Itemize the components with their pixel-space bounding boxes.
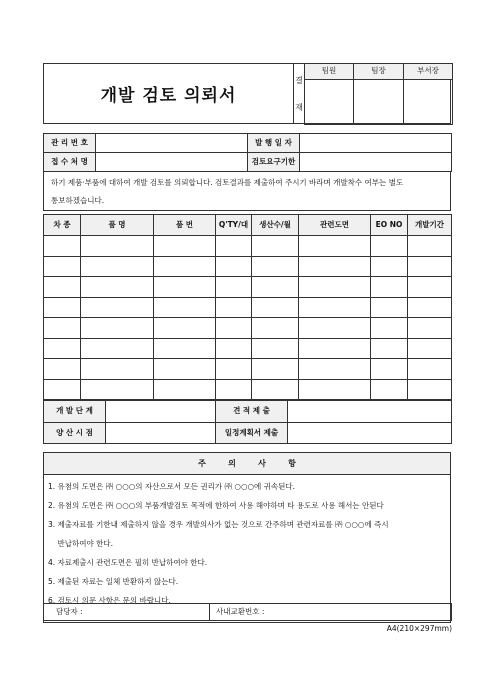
table-cell[interactable]	[299, 359, 371, 380]
table-cell[interactable]	[299, 379, 371, 400]
approval-grid	[304, 63, 453, 125]
table-cell[interactable]	[371, 359, 408, 380]
table-cell[interactable]	[81, 277, 154, 298]
table-cell[interactable]	[44, 318, 81, 339]
notes-title: 주 의 사 항	[44, 453, 450, 475]
extension-field[interactable]	[210, 604, 452, 621]
col-header-part-number: 품 번	[154, 215, 216, 236]
schedule-plan-label: 일정계획서 제출	[216, 423, 288, 444]
table-cell[interactable]	[44, 277, 81, 298]
signature-cell-leader[interactable]	[354, 80, 404, 125]
table-row	[44, 359, 452, 380]
table-cell[interactable]	[216, 256, 252, 277]
col-header-part-name: 품 명	[81, 215, 154, 236]
table-cell[interactable]	[252, 277, 299, 298]
table-cell[interactable]	[252, 236, 299, 257]
page-title: 개발 검토 의뢰서	[100, 86, 237, 106]
table-cell[interactable]	[81, 338, 154, 359]
table-cell[interactable]	[252, 256, 299, 277]
note-line: 2. 유첨의 도면은 ㈜ ○○○의 부품개발검토 목적에 한하여 사용 해야하며 타 용도로 사용 해서는 안된다	[48, 501, 384, 510]
contact-person-label: 담당자 :	[56, 606, 83, 616]
dev-stage-field[interactable]	[106, 401, 216, 423]
table-cell[interactable]	[252, 297, 299, 318]
table-cell[interactable]	[81, 318, 154, 339]
table-cell[interactable]	[408, 297, 452, 318]
table-row	[44, 338, 452, 359]
table-cell[interactable]	[371, 256, 408, 277]
table-cell[interactable]	[252, 318, 299, 339]
table-cell[interactable]	[216, 297, 252, 318]
quote-submission-label: 견 적 제 출	[216, 401, 288, 423]
table-cell[interactable]	[154, 297, 216, 318]
table-cell[interactable]	[81, 256, 154, 277]
table-cell[interactable]	[81, 359, 154, 380]
table-cell[interactable]	[216, 318, 252, 339]
note-line: 6. 검토시 의문 사항은 문의 바랍니다.	[48, 596, 171, 605]
table-cell[interactable]	[44, 236, 81, 257]
approval-col-member: 팀원	[305, 64, 354, 80]
table-cell[interactable]	[252, 338, 299, 359]
table-row	[44, 297, 452, 318]
review-deadline-field[interactable]	[300, 153, 452, 172]
table-cell[interactable]	[154, 379, 216, 400]
table-cell[interactable]	[154, 318, 216, 339]
info-table	[43, 133, 452, 172]
issue-date-field[interactable]	[300, 134, 452, 153]
table-cell[interactable]	[371, 277, 408, 298]
items-table	[43, 214, 452, 400]
paper-size-note: A4(210×297mm)	[386, 624, 452, 633]
table-cell[interactable]	[216, 338, 252, 359]
table-cell[interactable]	[299, 338, 371, 359]
mass-production-label: 양 산 시 점	[44, 423, 106, 444]
col-header-qty: Q'TY/대	[216, 215, 252, 236]
signature-cell-member[interactable]	[305, 80, 354, 125]
table-row	[44, 256, 452, 277]
table-cell[interactable]	[408, 318, 452, 339]
table-cell[interactable]	[408, 277, 452, 298]
request-text-line-2: 통보하겠습니다.	[51, 196, 105, 205]
table-cell[interactable]	[299, 297, 371, 318]
table-cell[interactable]	[299, 256, 371, 277]
col-header-drawing: 관련도면	[299, 215, 371, 236]
approval-label-1: 결	[295, 75, 303, 85]
mass-production-field[interactable]	[106, 423, 216, 444]
table-cell[interactable]	[44, 297, 81, 318]
col-header-dev-period: 개발기간	[408, 215, 452, 236]
table-cell[interactable]	[252, 359, 299, 380]
stage-table	[43, 400, 452, 444]
table-cell[interactable]	[81, 236, 154, 257]
table-cell[interactable]	[408, 379, 452, 400]
approval-col-leader: 팀장	[354, 64, 404, 80]
table-cell[interactable]	[371, 297, 408, 318]
issue-date-label: 발 행 일 자	[248, 134, 300, 153]
management-number-field[interactable]	[96, 134, 248, 153]
extension-label: 사내교환번호 :	[216, 606, 265, 616]
col-header-monthly-production: 생산수/월	[252, 215, 299, 236]
table-cell[interactable]	[216, 277, 252, 298]
approval-label-2: 재	[295, 102, 303, 112]
dev-stage-label: 개 발 단 계	[44, 401, 106, 423]
table-cell[interactable]	[81, 297, 154, 318]
note-line: 4. 자료제출시 관련도면은 필히 반납하여야 한다.	[48, 558, 208, 567]
table-cell[interactable]	[299, 236, 371, 257]
table-cell[interactable]	[299, 277, 371, 298]
table-cell[interactable]	[216, 379, 252, 400]
contact-table	[43, 603, 452, 621]
note-line: 5. 제출된 자료는 일체 반환하지 않는다.	[48, 577, 179, 586]
table-cell[interactable]	[154, 359, 216, 380]
table-cell[interactable]	[252, 379, 299, 400]
table-cell[interactable]	[216, 359, 252, 380]
request-text	[43, 171, 451, 211]
schedule-plan-field[interactable]	[288, 423, 452, 444]
table-cell[interactable]	[44, 256, 81, 277]
table-cell[interactable]	[154, 277, 216, 298]
col-header-eo-no: EO NO	[371, 215, 408, 236]
table-cell[interactable]	[44, 379, 81, 400]
note-line: 1. 유첨의 도면은 ㈜ ○○○의 자산으로서 모든 권리가 ㈜ ○○○에 귀속된다.	[48, 482, 296, 491]
review-deadline-label: 검토요구기한	[248, 153, 300, 172]
table-cell[interactable]	[44, 359, 81, 380]
col-header-model: 차 종	[44, 215, 81, 236]
table-cell[interactable]	[408, 359, 452, 380]
table-row	[44, 318, 452, 339]
quote-submission-field[interactable]	[288, 401, 452, 423]
table-cell[interactable]	[81, 379, 154, 400]
request-text-line-1: 하기 제품·부품에 대하여 개발 검토를 의뢰합니다. 검토결과를 제출하여 주시기 바라며 개발착수 여부는 별도	[51, 178, 404, 187]
signature-cell-head[interactable]	[404, 80, 453, 125]
note-line: 3. 제출자료를 기한내 제출하지 않을 경우 개발의사가 없는 것으로 간주하며 관련자료를 ㈜ ○○○에 즉시	[48, 520, 389, 529]
table-cell[interactable]	[408, 338, 452, 359]
contact-person-field[interactable]	[44, 604, 210, 621]
table-cell[interactable]	[371, 318, 408, 339]
note-line: 반납하여야 한다.	[48, 539, 114, 548]
recipient-label: 접 수 처 명	[44, 153, 96, 172]
notes-section	[43, 452, 451, 623]
table-cell[interactable]	[371, 379, 408, 400]
table-cell[interactable]	[371, 236, 408, 257]
management-number-label: 관 리 번 호	[44, 134, 96, 153]
table-cell[interactable]	[154, 236, 216, 257]
table-cell[interactable]	[299, 318, 371, 339]
table-row	[44, 277, 452, 298]
table-cell[interactable]	[371, 338, 408, 359]
table-cell[interactable]	[154, 256, 216, 277]
table-cell[interactable]	[216, 236, 252, 257]
approval-col-head: 부서장	[404, 64, 453, 80]
table-cell[interactable]	[154, 338, 216, 359]
table-cell[interactable]	[408, 256, 452, 277]
table-row	[44, 379, 452, 400]
table-cell[interactable]	[44, 338, 81, 359]
table-row	[44, 236, 452, 257]
form-header	[43, 63, 451, 124]
table-cell[interactable]	[408, 236, 452, 257]
recipient-field[interactable]	[96, 153, 248, 172]
